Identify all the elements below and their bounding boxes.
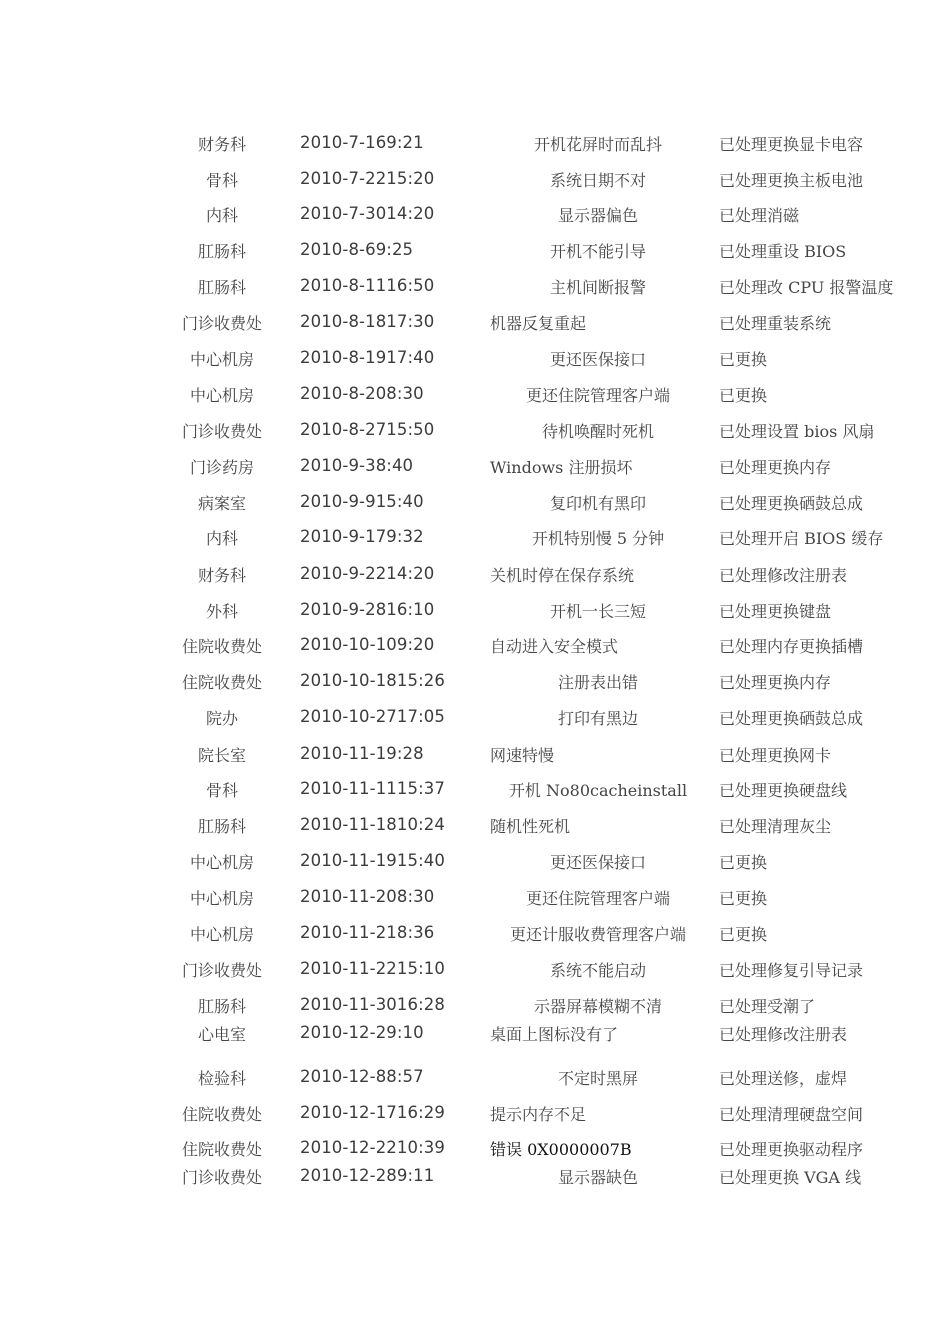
fault-description-cell: 机器反复重起 [490,314,587,333]
resolution-cell: 已处理修改注册表 [719,566,848,585]
datetime-cell: 2010-11-218:36 [300,923,435,942]
datetime-cell: 2010-7-2215:20 [300,169,435,188]
table-row [0,275,950,305]
department-cell: 门诊收费处 [181,1168,262,1187]
fault-description-cell: 开机一长三短 [549,602,646,621]
table-row [0,168,950,198]
table-row [0,1022,950,1052]
table-row [0,563,950,593]
fault-description-cell: 错误 0X0000007B [490,1140,632,1159]
resolution-cell: 已处理消磁 [719,206,800,225]
fault-description-cell: 显示器缺色 [557,1168,638,1187]
resolution-cell: 已处理更换内存 [719,458,832,477]
datetime-cell: 2010-7-169:21 [300,133,424,152]
datetime-cell: 2010-12-2210:39 [300,1138,445,1157]
fault-description-cell: 更还医保接口 [549,853,646,872]
department-cell: 肛肠科 [197,997,246,1016]
resolution-cell: 已处理更换驱动程序 [719,1140,864,1159]
fault-description-cell: 提示内存不足 [490,1105,587,1124]
resolution-cell: 已处理重设 BIOS [719,242,847,261]
fault-description-cell: 注册表出错 [557,673,638,692]
table-row [0,1165,950,1195]
table-row [0,778,950,808]
department-cell: 院办 [205,709,238,728]
department-cell: 中心机房 [189,889,254,908]
department-cell: 心电室 [197,1025,246,1044]
datetime-cell: 2010-10-1815:26 [300,671,445,690]
fault-description-cell: 自动进入安全模式 [490,637,619,656]
fault-description-cell: 更还医保接口 [549,350,646,369]
resolution-cell: 已处理修复引导记录 [719,961,864,980]
resolution-cell: 已处理内存更换插槽 [719,637,864,656]
fault-description-cell: 更还计服收费管理客户端 [509,925,686,944]
resolution-cell: 已更换 [719,350,768,369]
department-cell: 住院收费处 [181,673,262,692]
resolution-cell: 已处理更换主板电池 [719,171,864,190]
department-cell: 中心机房 [189,386,254,405]
resolution-cell: 已处理更换键盘 [719,602,832,621]
resolution-cell: 已处理清理灰尘 [719,817,832,836]
fault-description-cell: Windows 注册损坏 [490,458,633,477]
fault-description-cell: 系统不能启动 [549,961,646,980]
resolution-cell: 已处理更换网卡 [719,746,832,765]
department-cell: 病案室 [197,494,246,513]
fault-description-cell: 打印有黑边 [557,709,638,728]
datetime-cell: 2010-10-2717:05 [300,707,445,726]
table-row [0,850,950,880]
department-cell: 外科 [205,602,238,621]
department-cell: 门诊收费处 [181,961,262,980]
resolution-cell: 已处理受潮了 [719,997,816,1016]
department-cell: 门诊药房 [189,458,254,477]
table-row [0,1066,950,1096]
fault-description-cell: 系统日期不对 [549,171,646,190]
table-row [0,994,950,1024]
datetime-cell: 2010-11-2215:10 [300,959,445,978]
resolution-cell: 已处理送修，虚焊 [719,1069,848,1088]
department-cell: 门诊收费处 [181,314,262,333]
department-cell: 住院收费处 [181,637,262,656]
fault-description-cell: 开机特别慢 5 分钟 [531,529,665,548]
fault-description-cell: 开机 No80cacheinstall [508,781,688,800]
datetime-cell: 2010-9-38:40 [300,456,414,475]
fault-description-cell: 不定时黑屏 [557,1069,638,1088]
resolution-cell: 已更换 [719,925,768,944]
fault-description-cell: 开机不能引导 [549,242,646,261]
department-cell: 骨科 [205,781,238,800]
fault-description-cell: 显示器偏色 [557,206,638,225]
department-cell: 住院收费处 [181,1140,262,1159]
resolution-cell: 已处理开启 BIOS 缓存 [719,529,884,548]
datetime-cell: 2010-12-289:11 [300,1166,435,1185]
department-cell: 内科 [205,529,238,548]
department-cell: 检验科 [197,1069,246,1088]
table-row [0,132,950,162]
table-row [0,599,950,629]
datetime-cell: 2010-9-179:32 [300,527,424,546]
fault-description-cell: 关机时停在保存系统 [490,566,635,585]
datetime-cell: 2010-11-208:30 [300,887,435,906]
resolution-cell: 已更换 [719,889,768,908]
table-row [0,958,950,988]
resolution-cell: 已处理设置 bios 风扇 [719,422,875,441]
fault-description-cell: 开机花屏时而乱抖 [533,135,662,154]
datetime-cell: 2010-9-915:40 [300,492,424,511]
datetime-cell: 2010-8-69:25 [300,240,414,259]
resolution-cell: 已处理更换硒鼓总成 [719,494,864,513]
resolution-cell: 已处理更换内存 [719,673,832,692]
fault-description-cell: 更还住院管理客户端 [525,386,670,405]
datetime-cell: 2010-11-1915:40 [300,851,445,870]
fault-description-cell: 示器屏幕模糊不清 [533,997,662,1016]
resolution-cell: 已处理重装系统 [719,314,832,333]
datetime-cell: 2010-9-2816:10 [300,600,435,619]
resolution-cell: 已处理改 CPU 报警温度 [719,278,894,297]
datetime-cell: 2010-8-1116:50 [300,276,435,295]
table-row [0,922,950,952]
datetime-cell: 2010-8-2715:50 [300,420,435,439]
table-row [0,419,950,449]
table-row [0,347,950,377]
department-cell: 骨科 [205,171,238,190]
department-cell: 肛肠科 [197,242,246,261]
fault-description-cell: 更还住院管理客户端 [525,889,670,908]
department-cell: 门诊收费处 [181,422,262,441]
resolution-cell: 已处理更换硒鼓总成 [719,709,864,728]
datetime-cell: 2010-8-208:30 [300,384,424,403]
datetime-cell: 2010-11-3016:28 [300,995,445,1014]
datetime-cell: 2010-8-1917:40 [300,348,435,367]
datetime-cell: 2010-11-1115:37 [300,779,445,798]
table-row [0,383,950,413]
resolution-cell: 已处理更换 VGA 线 [719,1168,862,1187]
table-row [0,455,950,485]
department-cell: 内科 [205,206,238,225]
table-row [0,1137,950,1167]
fault-description-cell: 主机间断报警 [549,278,646,297]
datetime-cell: 2010-8-1817:30 [300,312,435,331]
resolution-cell: 已处理更换显卡电容 [719,135,864,154]
department-cell: 财务科 [197,135,246,154]
resolution-cell: 已更换 [719,853,768,872]
table-row [0,1102,950,1132]
table-row [0,670,950,700]
department-cell: 中心机房 [189,853,254,872]
table-row [0,886,950,916]
department-cell: 院长室 [197,746,246,765]
datetime-cell: 2010-12-29:10 [300,1023,424,1042]
datetime-cell: 2010-12-1716:29 [300,1103,445,1122]
datetime-cell: 2010-10-109:20 [300,635,435,654]
resolution-cell: 已处理更换硬盘线 [719,781,848,800]
datetime-cell: 2010-12-88:57 [300,1067,424,1086]
table-row [0,743,950,773]
resolution-cell: 已更换 [719,386,768,405]
department-cell: 财务科 [197,566,246,585]
table-row [0,634,950,664]
table-row [0,526,950,556]
department-cell: 肛肠科 [197,817,246,836]
department-cell: 住院收费处 [181,1105,262,1124]
datetime-cell: 2010-11-19:28 [300,744,424,763]
fault-description-cell: 网速特慢 [490,746,555,765]
datetime-cell: 2010-11-1810:24 [300,815,445,834]
resolution-cell: 已处理修改注册表 [719,1025,848,1044]
department-cell: 中心机房 [189,350,254,369]
fault-description-cell: 待机唤醒时死机 [541,422,654,441]
table-row [0,203,950,233]
resolution-cell: 已处理清理硬盘空间 [719,1105,864,1124]
fault-description-cell: 随机性死机 [490,817,571,836]
fault-description-cell: 桌面上图标没有了 [490,1025,619,1044]
table-row [0,814,950,844]
department-cell: 中心机房 [189,925,254,944]
table-row [0,706,950,736]
table-row [0,491,950,521]
department-cell: 肛肠科 [197,278,246,297]
datetime-cell: 2010-9-2214:20 [300,564,435,583]
fault-description-cell: 复印机有黑印 [549,494,646,513]
table-row [0,239,950,269]
datetime-cell: 2010-7-3014:20 [300,204,435,223]
table-row [0,311,950,341]
